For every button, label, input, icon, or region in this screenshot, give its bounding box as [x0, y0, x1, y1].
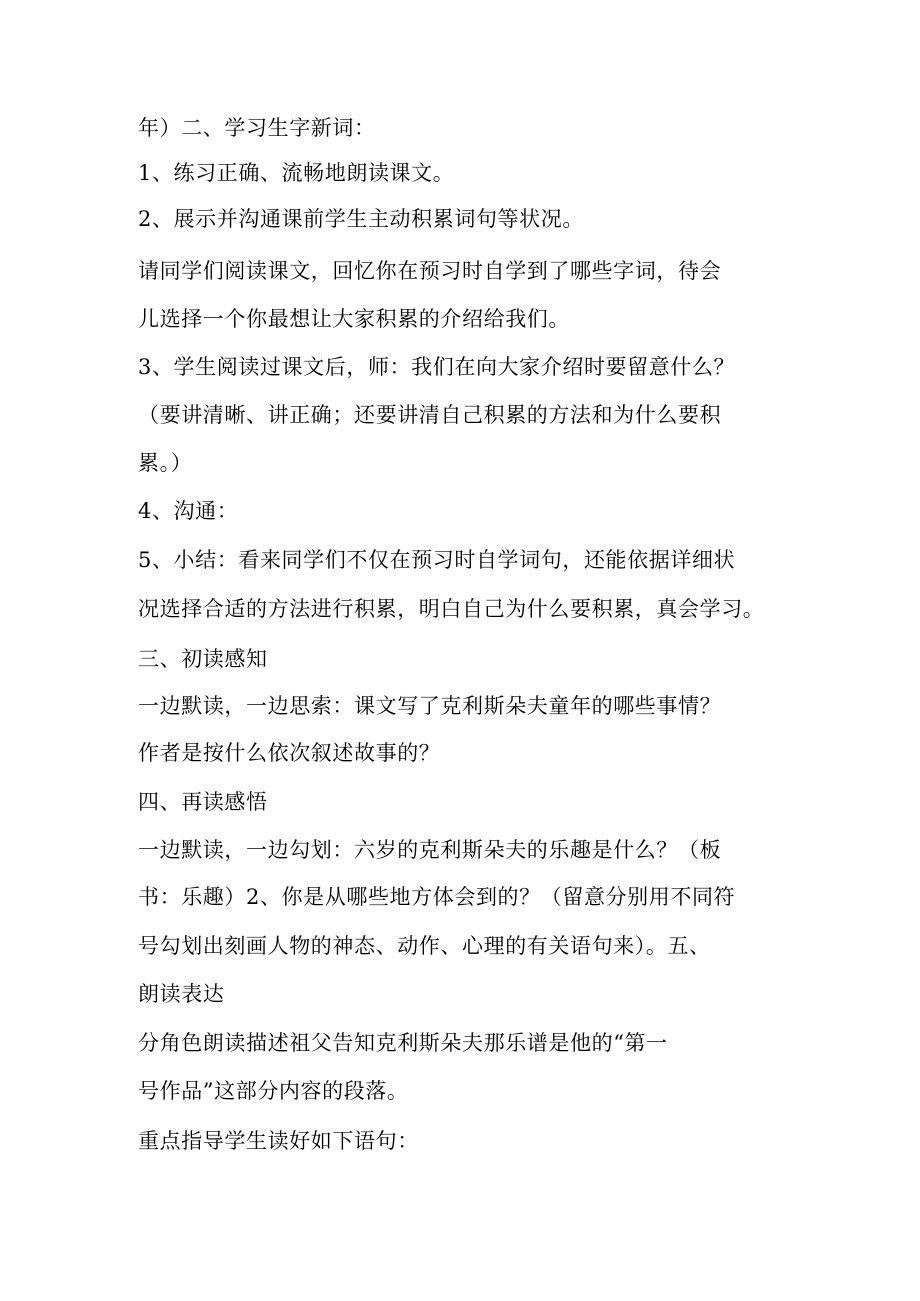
- text-line: 作者是按什么依次叙述故事的？: [138, 741, 441, 765]
- text-line: 2、展示并沟通课前学生主动积累词句等状况。: [138, 207, 584, 231]
- text-line: 一边默读，一边勾划：六岁的克利斯朵夫的乐趣是什么？（板: [138, 838, 722, 862]
- text-line: 分角色朗读描述祖父告知克利斯朵夫那乐谱是他的“第一: [138, 1031, 668, 1055]
- text-line: 四、再读感悟: [138, 790, 268, 814]
- text-line: 3、学生阅读过课文后，师：我们在向大家介绍时要留意什么？: [138, 355, 736, 379]
- text-line: 1、练习正确、流畅地朗读课文。: [138, 161, 455, 185]
- text-line: 请同学们阅读课文，回忆你在预习时自学到了哪些字词，待会: [138, 259, 722, 283]
- text-line: 4、沟通：: [138, 499, 239, 523]
- text-line: （要讲清晰、讲正确；还要讲清自己积累的方法和为什么要积: [138, 403, 722, 427]
- text-line: 累。）: [138, 451, 193, 475]
- text-line: 况选择合适的方法进行积累，明白自己为什么要积累，真会学习。: [138, 597, 765, 621]
- text-line: 儿选择一个你最想让大家积累的介绍给我们。: [138, 307, 570, 331]
- text-line: 重点指导学生读好如下语句：: [138, 1129, 419, 1153]
- text-line: 号作品”这部分内容的段落。: [138, 1079, 409, 1103]
- text-line: 书：乐趣）2、你是从哪些地方体会到的？（留意分别用不同符: [138, 885, 736, 909]
- text-line: 一边默读，一边思索：课文写了克利斯朵夫童年的哪些事情？: [138, 694, 722, 718]
- text-line: 5、小结：看来同学们不仅在预习时自学词句，还能依据详细状: [138, 548, 736, 572]
- text-line: 朗读表达: [138, 982, 225, 1006]
- text-line: 号勾划出刻画人物的神态、动作、心理的有关语句来）。五、: [138, 934, 711, 958]
- text-line: 年）二、学习生字新词：: [138, 116, 376, 140]
- text-line: 三、初读感知: [138, 647, 268, 671]
